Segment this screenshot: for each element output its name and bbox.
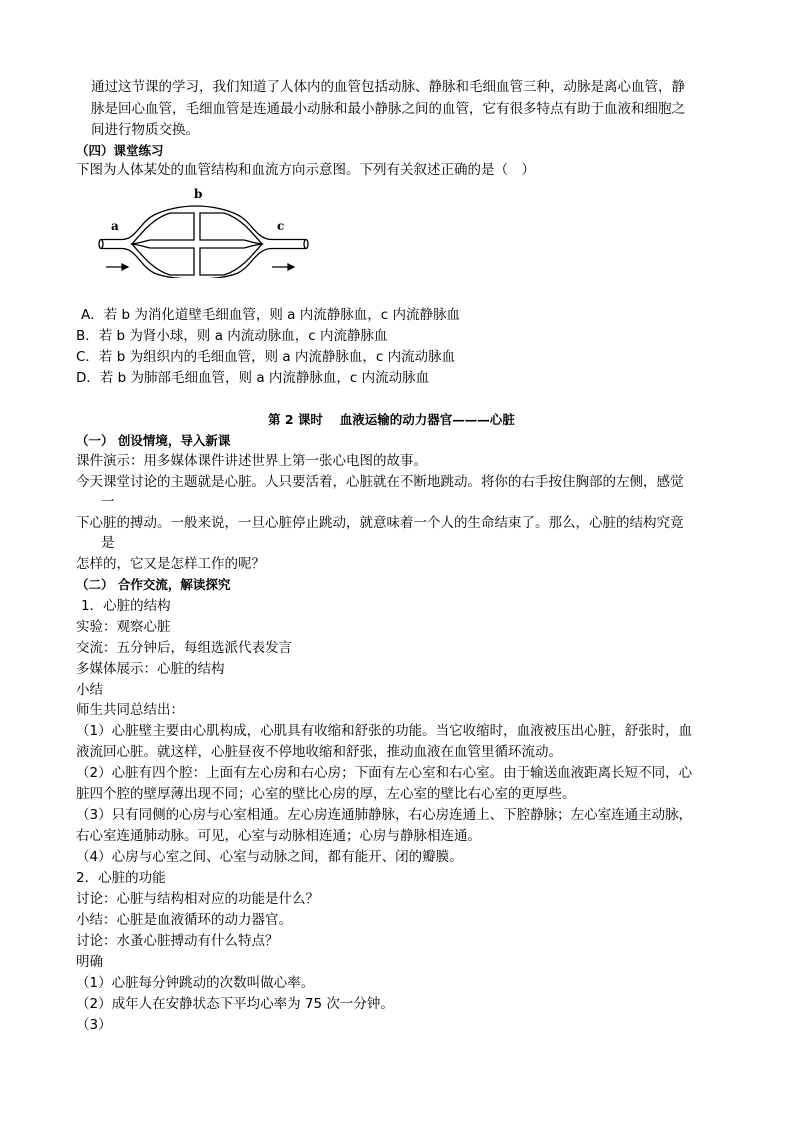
- section1-heading: （一） 创设情境，导入新课: [76, 433, 231, 448]
- outer-upper-vessel: [101, 206, 306, 240]
- clarify-2: （2）成年人在安静状态下平均心率为 75 次一分钟。: [76, 996, 394, 1012]
- option-c: C．若 b 为组织内的毛细血管，则 a 内流静脉血，c 内流动脉血: [76, 349, 456, 365]
- point-3-line-1: （3）只有同侧的心房与心室相通。左心房连通肺静脉，右心房连通上、下腔静脉；左心室连通主动脉，: [76, 807, 693, 823]
- capillary-loop-ul: [132, 213, 194, 244]
- section2-heading: （二） 合作交流，解读探究: [76, 577, 231, 592]
- topic-line-1: 今天课堂讨论的主题就是心脏。人只要活着，心脏就在不断地跳动。将你的右手按住胸部的左侧，感觉: [76, 474, 684, 490]
- point-2-line-2: 脏四个腔的壁厚薄出现不同；心室的壁比心房的厚，左心室的壁比右心室的更厚些。: [76, 786, 576, 802]
- intro-line-1: 通过这节课的学习，我们知道了人体内的血管包括动脉、静脉和毛细血管三种，动脉是离心血管，静: [91, 79, 685, 95]
- intro-line-2: 脉是回心血管，毛细血管是连通最小动脉和最小静脉之间的血管，它有很多特点有助于血液和细胞之: [91, 101, 685, 117]
- topic-shi: 是: [101, 535, 115, 551]
- clarify-1: （1）心脏每分钟跳动的次数叫做心率。: [76, 975, 315, 991]
- summary-2: 小结：心脏是血液循环的动力器官。: [76, 912, 292, 928]
- outlet-opening: [304, 240, 308, 249]
- structure-heading: 1．心脏的结构: [81, 598, 171, 614]
- point-2-line-1: （2）心脏有四个腔：上面有左心房和右心房；下面有左心室和右心室。由于输送血液距离长短不同，心: [76, 765, 693, 781]
- point-3-line-2: 右心室连通肺动脉。可见，心室与动脉相连通；心房与静脉相连通。: [76, 828, 481, 844]
- experiment-text: 实验：观察心脏: [76, 619, 171, 635]
- label-c: c: [277, 219, 285, 233]
- intro-line-3: 间进行物质交换。: [91, 122, 199, 138]
- demo-text: 课件演示：用多媒体课件讲述世界上第一张心电图的故事。: [76, 453, 427, 469]
- clarify-label: 明确: [76, 954, 103, 970]
- topic-line-2: 下心脏的搏动。一般来说，一旦心脏停止跳动，就意味着一个人的生命结束了。那么，心脏的结构究竟: [76, 515, 684, 531]
- flow-arrow-in-head: [122, 264, 128, 270]
- point-4: （4）心房与心室之间、心室与动脉之间，都有能开、闭的瓣膜。: [76, 849, 463, 865]
- lesson-title: 第 2 课时 血液运输的动力器官———心脏: [268, 412, 515, 427]
- media-text: 多媒体展示：心脏的结构: [76, 661, 225, 677]
- function-heading: 2．心脏的功能: [76, 870, 166, 886]
- capillary-loop-ll: [132, 244, 194, 275]
- clarify-3: （3）: [76, 1017, 112, 1033]
- outer-lower-vessel: [101, 249, 306, 279]
- label-a: a: [111, 219, 119, 233]
- topic-dash: 一: [101, 494, 115, 510]
- point-1-line-1: （1）心脏壁主要由心肌构成，心肌具有收缩和舒张的功能。当它收缩时，血液被压出心脏，舒张时，血: [76, 723, 693, 739]
- blood-vessel-diagram: [92, 186, 322, 278]
- exchange-text: 交流：五分钟后，每组选派代表发言: [76, 640, 292, 656]
- discuss-1: 讨论：心脏与结构相对应的功能是什么？: [76, 891, 319, 907]
- practice-heading: （四）课堂练习: [76, 143, 164, 158]
- inlet-opening: [99, 240, 103, 249]
- practice-question: 下图为人体某处的血管结构和血流方向示意图。下列有关叙述正确的是（ ）: [76, 162, 535, 178]
- flow-arrow-out-head: [288, 264, 294, 270]
- point-1-line-2: 液流回心脏。就这样，心脏昼夜不停地收缩和舒张，推动血液在血管里循环流动。: [76, 744, 562, 760]
- option-d: D．若 b 为肺部毛细血管，则 a 内流静脉血，c 内流动脉血: [76, 370, 430, 386]
- option-b: B．若 b 为肾小球，则 a 内流动脉血，c 内流静脉血: [76, 328, 388, 344]
- summary-label: 小结: [76, 682, 103, 698]
- topic-line-3: 怎样的，它又是怎样工作的呢？: [76, 556, 265, 572]
- option-a: A．若 b 为消化道壁毛细血管，则 a 内流静脉血，c 内流静脉血: [81, 307, 460, 323]
- teacher-summary: 师生共同总结出：: [76, 702, 184, 718]
- label-b: b: [194, 187, 203, 201]
- discuss-2: 讨论：水蚤心脏搏动有什么特点？: [76, 933, 279, 949]
